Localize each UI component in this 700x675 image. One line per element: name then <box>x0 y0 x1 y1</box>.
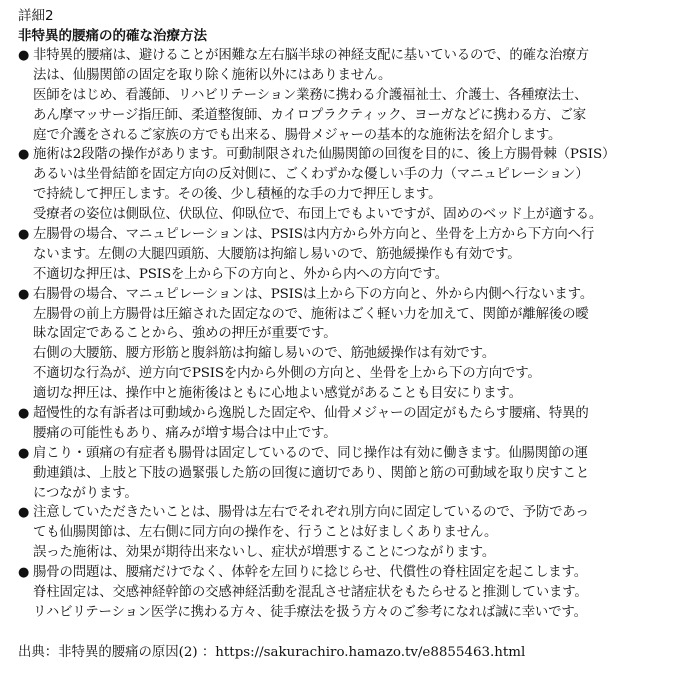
line-text: 超慢性的な有訴者は可動域から逸脱した固定や、仙骨メジャーの固定がもたらす腰痛、特異的 <box>33 406 589 422</box>
line-text: 法は、仙腸関節の固定を取り除く施術以外にはありません。 <box>33 67 392 83</box>
paragraph-first-line <box>18 285 690 305</box>
bullet-paragraph <box>18 225 690 285</box>
paragraph-line <box>18 126 690 146</box>
line-text: 不適切な押圧は、PSISを上から下の方向と、外から内への方向です。 <box>33 266 448 282</box>
paragraph-line <box>18 364 690 384</box>
line-text: 右腸骨の場合、マニュピレーションは、PSISは上から下の方向と、外から内側へ行ないます。 <box>33 286 594 302</box>
paragraph-first-line <box>18 225 690 245</box>
bullet-icon: ● <box>18 505 30 521</box>
paragraph-line <box>18 66 690 86</box>
line-text: 右側の大腰筋、腰方形筋と腹斜筋は拘縮し易いので、筋弛緩操作は有効です。 <box>33 346 496 362</box>
line-text: 施術は2段階の操作があります。可動制限された仙腸関節の回復を目的に、後上方腸骨棘（PSIS） <box>33 147 616 163</box>
paragraph-line <box>18 583 690 603</box>
paragraph-line <box>18 484 690 504</box>
bullet-icon: ● <box>18 445 30 461</box>
paragraph-line <box>18 165 690 185</box>
line-text: 肩こり・頭痛の有症者も腸骨は固定しているので、同じ操作は有効に働きます。仙腸関節の運 <box>33 445 588 461</box>
bullet-paragraph <box>18 503 690 563</box>
bullet-paragraph <box>18 46 690 145</box>
paragraph-line <box>18 464 690 484</box>
paragraph-line <box>18 205 690 225</box>
paragraph-line <box>18 424 690 444</box>
bullet-paragraph <box>18 145 690 225</box>
line-text: 脊柱固定は、交感神経幹節の交感神経活動を混乱させ諸症状をもたらせると推測しています。 <box>33 585 588 601</box>
bullet-icon: ● <box>18 147 30 163</box>
bullet-icon: ● <box>18 48 30 63</box>
paragraph-line <box>18 86 690 106</box>
line-text: 注意していただきたいことは、腸骨は左右でそれぞれ別方向に固定しているので、予防であっ <box>33 505 589 521</box>
detail-label: 詳細2 <box>18 8 54 24</box>
section-title: 非特異的腰痛の的確な治療方法 <box>18 28 207 44</box>
paragraph-line <box>18 324 690 344</box>
source-citation: 出典：非特異的腰痛の原因(2) ：https://sakurachiro.hamazo.tv/e8855463.html <box>18 645 526 660</box>
line-text: あん摩マッサージ指圧師、柔道整復師、カイロプラクティック、ヨーガなどに携わる方、ご家 <box>33 107 587 123</box>
line-text: 左腸骨の場合、マニュピレーションは、PSISは内方から外方向と、坐骨を上方から下方向へ行 <box>33 227 595 243</box>
paragraph-first-line <box>18 503 690 523</box>
document-body <box>18 6 690 623</box>
paragraph-line <box>18 106 690 126</box>
line-text: あるいは坐骨結節を固定方向の反対側に、ごくわずかな優しい手の力（マニュピレーション） <box>33 167 589 183</box>
bullet-paragraph <box>18 444 690 504</box>
bullet-icon: ● <box>18 286 30 302</box>
paragraph-line <box>18 543 690 563</box>
bullet-icon: ● <box>18 227 30 243</box>
line-text: 適切な押圧は、操作中と施術後はともに心地よい感覚があることも目安にります。 <box>33 386 522 402</box>
line-text: 左腸骨の前上方腸骨は圧縮された固定なので、施術はごく軽い力を加えて、関節が離解後の曖 <box>33 306 589 322</box>
line-text: 非特異的腰痛は、避けることが困難な左右脳半球の神経支配に基いているので、的確な治療方 <box>33 48 589 63</box>
line-text: 動連鎖は、上肢と下肢の過緊張した筋の回復に適切であり、関節と筋の可動域を取り戻すこと <box>33 465 590 481</box>
paragraph-line <box>18 265 690 285</box>
paragraph-line <box>18 384 690 404</box>
line-text: 腰痛の可能性もあり、痛みが増す場合は中止です。 <box>33 425 337 441</box>
line-text: 誤った施術は、効果が期待出来ないし、症状が増悪することにつながります。 <box>33 545 496 561</box>
bullet-icon: ● <box>18 565 30 581</box>
line-text: ないます。左側の大腿四頭筋、大腰筋は拘縮し易いので、筋弛緩操作も有効です。 <box>33 246 521 262</box>
paragraph-line <box>18 603 690 623</box>
paragraph-first-line <box>18 563 690 583</box>
line-text: リハビリテーション医学に携わる方々、徒手療法を扱う方々のご参考になれば誠に幸いです。 <box>33 604 587 620</box>
bullet-paragraph <box>18 563 690 623</box>
paragraph-line <box>18 305 690 325</box>
line-text: ても仙腸関節は、左右側に同方向の操作を、行うことは好ましくありません。 <box>33 525 498 541</box>
paragraph-list <box>18 46 690 623</box>
paragraph-line <box>18 344 690 364</box>
bullet-icon: ● <box>18 406 30 422</box>
line-text: 受療者の姿位は側臥位、伏臥位、仰臥位で、布団上でもよいですが、固めのベッド上が適する。 <box>33 207 603 223</box>
line-text: で持続して押圧します。その後、少し積極的な手の力で押圧します。 <box>33 187 442 203</box>
line-text: 昧な固定であることから、強めの押圧が重要です。 <box>33 326 337 342</box>
paragraph-line <box>18 185 690 205</box>
line-text: 腸骨の問題は、腰痛だけでなく、体幹を左回りに捻じらせ、代償性の脊柱固定を起こします。 <box>33 565 587 581</box>
line-text: 医師をはじめ、看護師、リハビリテーション業務に携わる介護福祉士、介護士、各種療法士、 <box>33 87 588 103</box>
paragraph-first-line <box>18 145 690 165</box>
paragraph-first-line <box>18 444 690 464</box>
line-text: 不適切な行為が、逆方向でPSISを内から外側の方向と、坐骨を上から下の方向です。 <box>33 366 541 382</box>
line-text: につながります。 <box>33 485 138 501</box>
line-text: 庭で介護をされるご家族の方でも出来る、腸骨メジャーの基本的な施術法を紹介します。 <box>33 127 562 143</box>
paragraph-line <box>18 523 690 543</box>
paragraph-first-line <box>18 404 690 424</box>
bullet-paragraph <box>18 404 690 444</box>
paragraph-first-line <box>18 46 690 66</box>
paragraph-line <box>18 245 690 265</box>
bullet-paragraph <box>18 285 690 404</box>
